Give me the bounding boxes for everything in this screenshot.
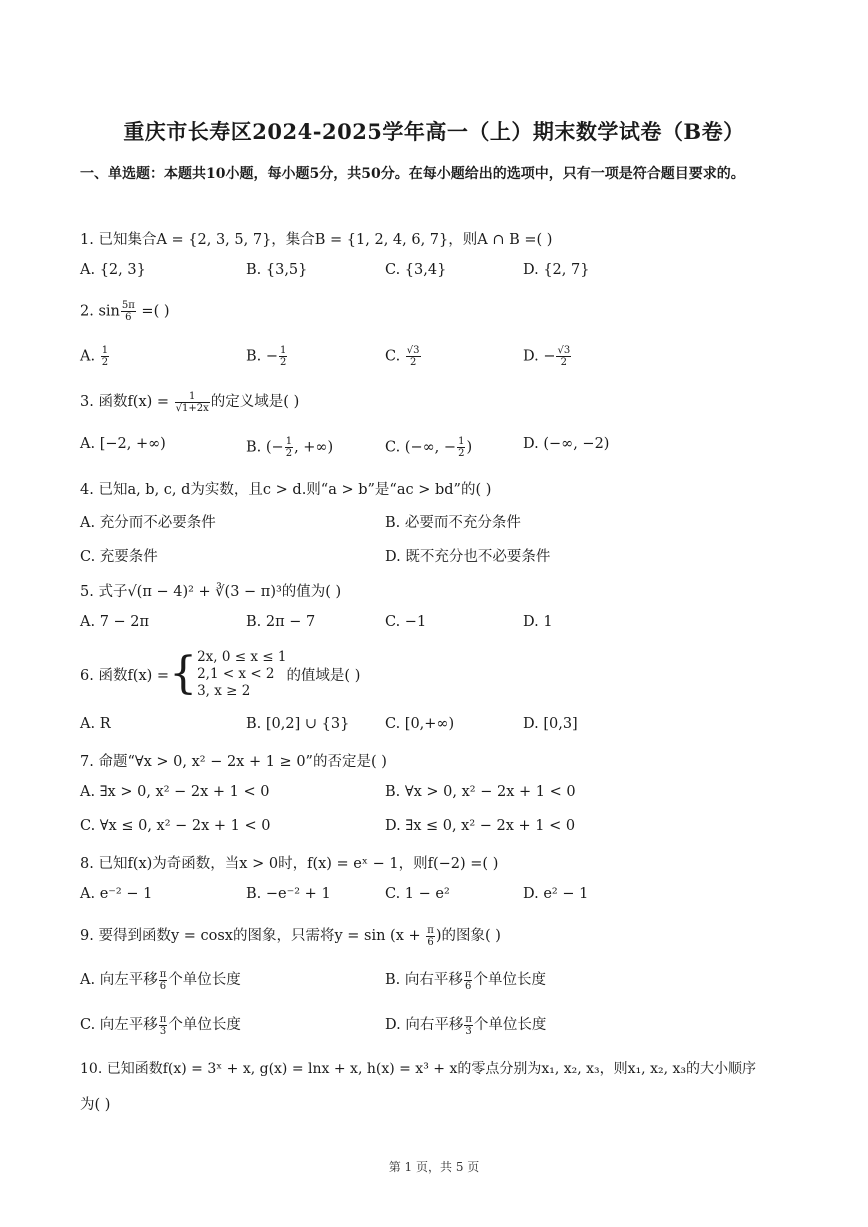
question-6-stem: 6. 函数f(x) = { 2x, 0 ≤ x ≤ 1 2,1 < x < 2 3, x ≥ 2 的值域是( ) (80, 648, 361, 699)
option-d: D. {2, 7} (523, 262, 590, 278)
question-9-options-row1 (80, 968, 800, 990)
option-b: B. − $\frac{1}{2}$ (246, 345, 287, 368)
question-10-stem-continued: 为( ) (80, 1097, 111, 1113)
question-9-options-row2 (80, 1013, 800, 1035)
option-c: C. {3,4} (385, 262, 447, 278)
question-6-options (80, 716, 800, 738)
question-7-stem: 7. 命题“∀x > 0, x² − 2x + 1 ≥ 0”的否定是( ) (80, 754, 387, 770)
option-b: B. ∀x > 0, x² − 2x + 1 < 0 (385, 784, 576, 800)
option-d: D. 1 (523, 614, 553, 630)
question-8-stem: 8. 已知f(x)为奇函数，当x > 0时，f(x) = eˣ − 1，则f(−2) =( ) (80, 856, 499, 872)
question-10-stem: 10. 已知函数f(x) = 3ˣ + x, g(x) = lnx + x, h(x) = x³ + x的零点分别为x₁, x₂, x₃，则x₁, x₂, x₃的大小顺序 (80, 1061, 756, 1077)
option-a: A. ∃x > 0, x² − 2x + 1 < 0 (80, 784, 270, 800)
question-5-options (80, 614, 800, 636)
option-c: C. (−∞, − $\frac{1}{2}$ ) (385, 436, 473, 459)
page-footer: 第 1 页，共 5 页 (388, 1160, 480, 1174)
question-1-stem: 1. 已知集合A = {2, 3, 5, 7}，集合B = {1, 2, 4, 6, 7}，则A ∩ B =( ) (80, 232, 553, 248)
option-c: C. 充要条件 (80, 549, 158, 565)
fraction: $\frac{5\pi}{6}$ (121, 300, 135, 323)
option-a: A. e⁻² − 1 (80, 886, 153, 902)
question-7-options-row2 (80, 818, 800, 840)
question-7-options-row1 (80, 784, 800, 806)
option-b: B. 必要而不充分条件 (385, 515, 521, 531)
option-a: A. {2, 3} (80, 262, 146, 278)
option-d: D. 既不充分也不必要条件 (385, 549, 551, 565)
option-b: B. (− $\frac{1}{2}$ , +∞) (246, 436, 334, 459)
option-c: C. ∀x ≤ 0, x² − 2x + 1 < 0 (80, 818, 271, 834)
question-4-options-row2 (80, 545, 800, 567)
option-a: A. R (80, 716, 111, 732)
question-1-options (80, 262, 800, 284)
option-b: B. −e⁻² + 1 (246, 886, 331, 902)
option-a: A. 充分而不必要条件 (80, 515, 216, 531)
option-a: A. 向左平移 $\frac{\pi}{6}$ 个单位长度 (80, 968, 241, 992)
option-c: C. 1 − e² (385, 886, 450, 902)
option-d: D. ∃x ≤ 0, x² − 2x + 1 < 0 (385, 818, 576, 834)
option-a: A. $\frac{1}{2}$ (80, 345, 109, 368)
option-b: B. 2π − 7 (246, 614, 316, 630)
question-9-stem: 9. 要得到函数y = cosx的图象，只需将y = sin (x + $\frac{\pi}{6}$ )的图象( ) (80, 924, 501, 948)
question-3-stem: 3. 函数f(x) = $\frac{1}{√1+2x}$ 的定义域是( ) (80, 390, 300, 414)
option-b: B. {3,5} (246, 262, 308, 278)
section-instructions: 一、单选题：本题共10小题，每小题5分，共50分。在每小题给出的选项中，只有一项是符合题目要求的。 (80, 166, 745, 182)
option-d: D. 向右平移 $\frac{\pi}{3}$ 个单位长度 (385, 1013, 547, 1037)
question-4-stem: 4. 已知a, b, c, d为实数，且c > d.则“a > b”是“ac > bd”的( ) (80, 482, 492, 498)
option-c: C. $\frac{√3}{2}$ (385, 345, 420, 368)
piecewise-cases: 2x, 0 ≤ x ≤ 1 2,1 < x < 2 3, x ≥ 2 (197, 648, 287, 699)
option-b: B. 向右平移 $\frac{\pi}{6}$ 个单位长度 (385, 968, 546, 992)
exam-title: 重庆市长寿区2024-2025学年高一（上）期末数学试卷（B卷） (123, 119, 745, 144)
option-d: D. (−∞, −2) (523, 436, 610, 452)
option-b: B. [0,2] ∪ {3} (246, 716, 350, 732)
question-2-options (80, 345, 800, 367)
option-c: C. [0,+∞) (385, 716, 455, 732)
question-2-stem: 2. sin $\frac{5\pi}{6}$ =( ) (80, 300, 170, 323)
question-5-stem: 5. 式子√(π − 4)² + ∛(3 − π)³的值为( ) (80, 584, 342, 600)
brace-symbol: { (169, 648, 198, 699)
question-8-options (80, 886, 800, 908)
option-c: C. −1 (385, 614, 427, 630)
question-4-options-row1 (80, 511, 800, 533)
option-a: A. 7 − 2π (80, 614, 150, 630)
question-3-options (80, 436, 800, 458)
option-a: A. [−2, +∞) (80, 436, 166, 452)
option-d: D. [0,3] (523, 716, 578, 732)
option-d: D. − $\frac{√3}{2}$ (523, 345, 571, 368)
option-c: C. 向左平移 $\frac{\pi}{3}$ 个单位长度 (80, 1013, 241, 1037)
option-d: D. e² − 1 (523, 886, 589, 902)
